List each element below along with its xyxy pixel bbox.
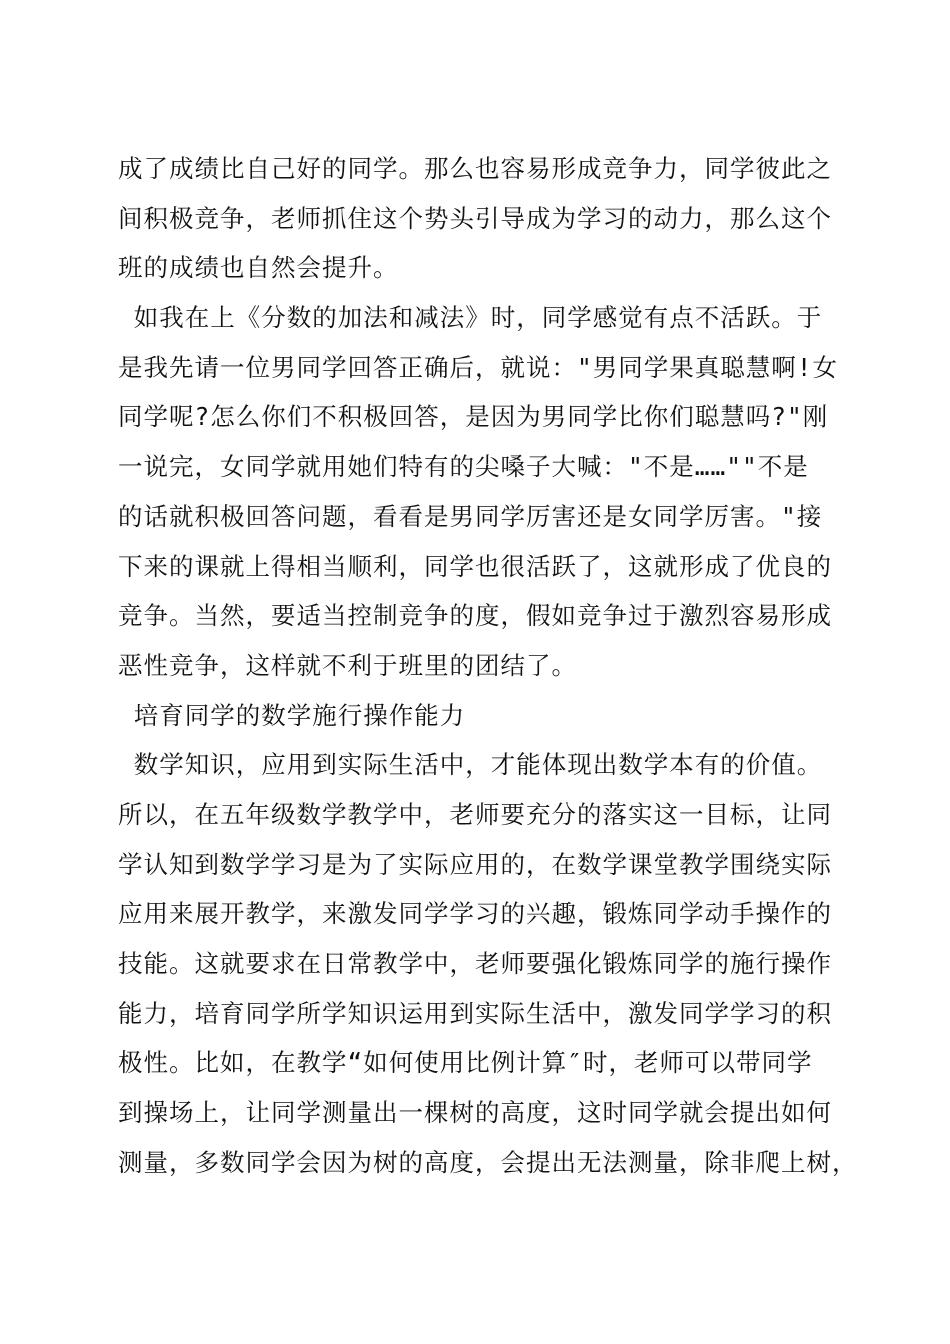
text-line: 测量，多数同学会因为树的高度，会提出无法测量，除非爬上树，: [118, 1147, 858, 1177]
text-line: 应用来展开教学，来激发同学学习的兴趣，锻炼同学动手操作的: [118, 899, 832, 929]
text-line: 是我先请一位男同学回答正确后，就说："男同学果真聪慧啊!女: [118, 352, 838, 382]
text-line: 到操场上，让同学测量出一棵树的高度，这时同学就会提出如何: [118, 1098, 832, 1128]
body-text: [118, 144, 858, 1187]
text-line: 间积极竞争，老师抓住这个势头引导成为学习的动力，那么这个: [118, 203, 832, 233]
text-line: 所以，在五年级数学教学中，老师要充分的落实这一目标，让同: [118, 799, 832, 829]
text-line: 同学呢?怎么你们不积极回答，是因为男同学比你们聪慧吗?"刚: [118, 402, 829, 432]
text-line: 下来的课就上得相当顺利，同学也很活跃了，这就形成了优良的: [118, 551, 832, 581]
text-line: 数学知识，应用到实际生活中，才能体现出数学本有的价值。: [118, 750, 823, 780]
text-line: 班的成绩也自然会提升。: [118, 253, 399, 283]
text-line: 恶性竞争，这样就不利于班里的团结了。: [118, 650, 577, 680]
text-line: 的话就积极回答问题，看看是男同学厉害还是女同学厉害。"接: [118, 501, 823, 531]
text-line: 学认知到数学学习是为了实际应用的，在数学课堂教学围绕实际: [118, 849, 832, 879]
text-line: 如我在上《分数的加法和减法》时，同学感觉有点不活跃。于: [118, 303, 823, 333]
text-line: 一说完，女同学就用她们特有的尖嗓子大喊："不是……""不是: [118, 452, 809, 482]
text-line: 技能。这就要求在日常教学中，老师要强化锻炼同学的施行操作: [118, 949, 832, 978]
section-heading: 培育同学的数学施行操作能力: [118, 700, 466, 730]
text-line: 竞争。当然，要适当控制竞争的度，假如竞争过于激烈容易形成: [118, 601, 832, 631]
text-line: 成了成绩比自己好的同学。那么也容易形成竞争力，同学彼此之: [118, 154, 832, 183]
text-line: 极性。比如，在教学“如何使用比例计算″时，老师可以带同学: [118, 1048, 813, 1078]
text-line: 能力，培育同学所学知识运用到实际生活中，激发同学学习的积: [118, 998, 832, 1028]
